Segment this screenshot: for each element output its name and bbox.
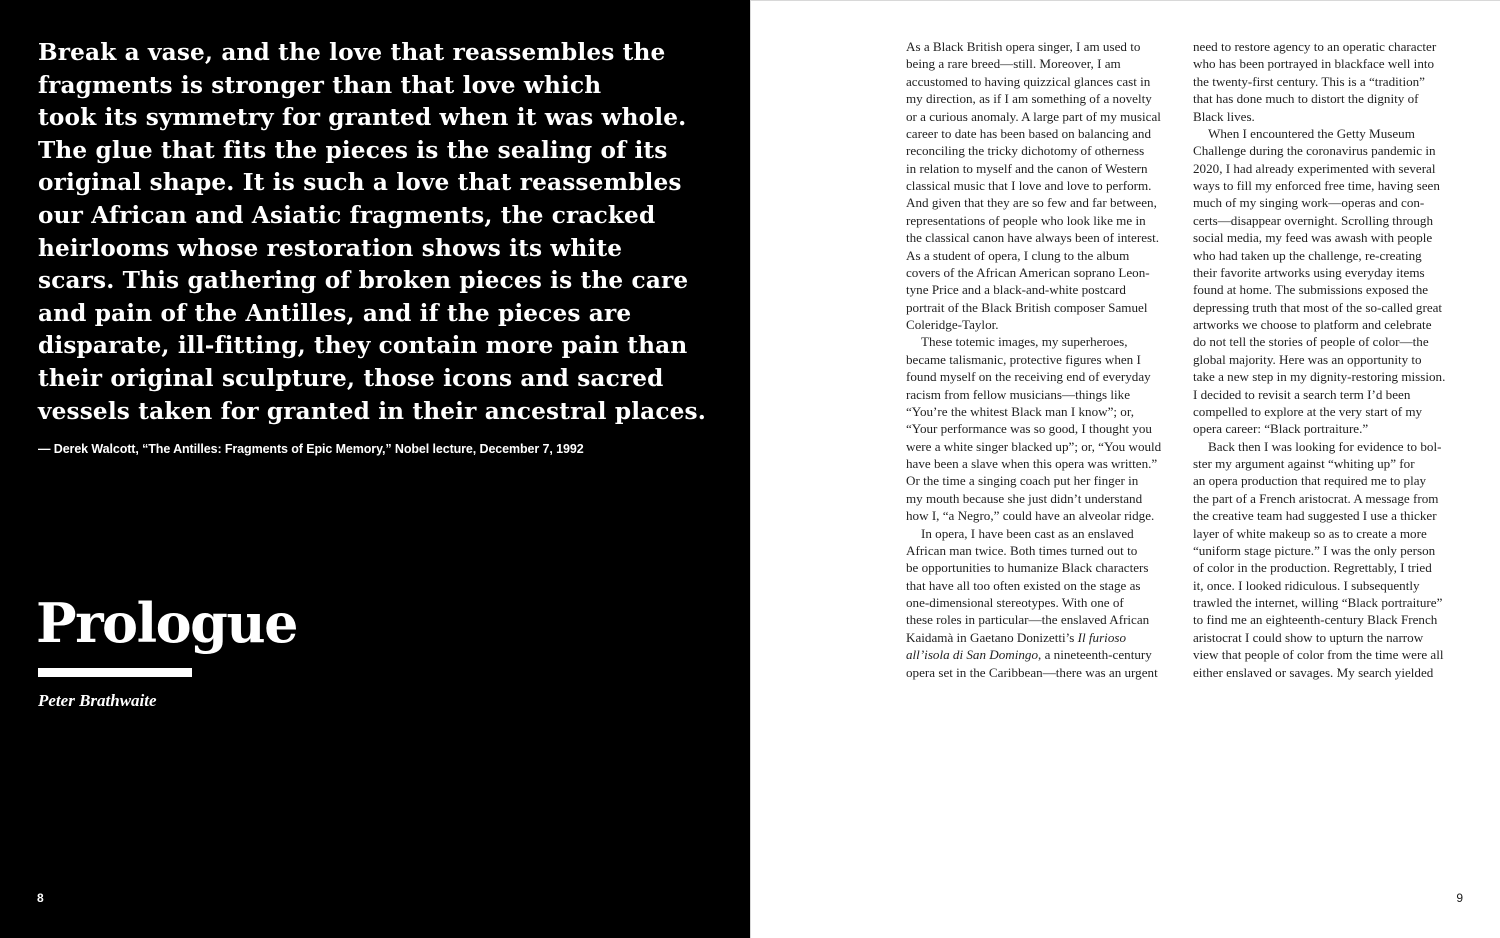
body-line — [906, 629, 1181, 646]
body-line: being a rare breed—still. Moreover, I am — [906, 56, 1121, 72]
page-number-left: 8 — [37, 891, 44, 905]
body-line: in relation to myself and the canon of Western — [906, 160, 1148, 176]
body-line: take a new step in my dignity-restoring mission. — [1193, 369, 1446, 385]
epigraph-line: fragments is stronger than that love which — [38, 71, 602, 99]
body-line: opera set in the Caribbean—there was an urgent — [906, 664, 1158, 680]
body-line: the creative team had suggested I use a thicker — [1193, 508, 1437, 524]
body-text: Kaidamà in Gaetano Donizetti’s — [906, 629, 1078, 645]
epigraph-line: vessels taken for granted in their ancestral places. — [38, 397, 706, 425]
body-line: it, once. I looked ridiculous. I subsequently — [1193, 577, 1420, 593]
body-line: Coleridge-Taylor. — [906, 317, 999, 332]
body-line: the part of a French aristocrat. A message from — [1193, 490, 1439, 506]
body-line: global majority. Here was an opportunity to — [1193, 351, 1422, 367]
body-line: And given that they are so few and far between, — [906, 195, 1157, 211]
epigraph-line: Break a vase, and the love that reassembles the — [38, 39, 666, 66]
chapter-author: Peter Brathwaite — [38, 691, 157, 710]
epigraph-line: disparate, ill-fitting, they contain more pain than — [38, 332, 688, 360]
epigraph-line: The glue that fits the pieces is the sealing of its — [38, 136, 668, 164]
body-line: compelled to explore at the very start of my — [1193, 403, 1423, 419]
text-column-1 — [906, 38, 1181, 681]
body-line: “You’re the whitest Black man I know”; or, — [906, 403, 1134, 419]
body-line: or a curious anomaly. A large part of my musical — [906, 108, 1161, 124]
body-line: 2020, I had already experimented with several — [1193, 160, 1436, 176]
body-line: my mouth because she just didn’t understand — [906, 490, 1143, 506]
body-line: “Your performance was so good, I thought you — [906, 421, 1152, 437]
epigraph-line: heirlooms whose restoration shows its white — [38, 234, 623, 262]
body-text: , a nineteenth-century — [1038, 647, 1152, 663]
body-line: ster my argument against “whiting up” for — [1193, 456, 1415, 471]
body-line: my direction, as if I am something of a novelty — [906, 91, 1152, 107]
body-line: how I, “a Negro,” could have an alveolar ridge. — [906, 508, 1155, 524]
body-line: do not tell the stories of people of color—the — [1193, 334, 1429, 350]
body-line: tyne Price and a black-and-white postcard — [906, 282, 1126, 298]
body-line: that has done much to distort the dignity of — [1193, 91, 1419, 107]
body-line: These totemic images, my superheroes, — [921, 334, 1128, 350]
body-line: When I encountered the Getty Museum — [1208, 125, 1415, 141]
body-line: ways to fill my enforced free time, having seen — [1193, 178, 1440, 193]
body-line: trawled the internet, willing “Black portraiture” — [1193, 595, 1443, 610]
body-line: one-dimensional stereotypes. With one of — [906, 595, 1124, 610]
body-line: classical music that I love and love to perform. — [906, 178, 1152, 193]
body-line: reconciling the tricky dichotomy of otherness — [906, 143, 1145, 159]
body-line: need to restore agency to an operatic character — [1193, 39, 1437, 54]
body-line: covers of the African American soprano Leon- — [906, 264, 1150, 280]
body-line: these roles in particular—the enslaved African — [906, 612, 1150, 628]
opera-title-italic: all’isola di San Domingo — [906, 647, 1039, 663]
body-line: of color in the production. Regrettably, I tried — [1193, 560, 1432, 576]
body-line: Black lives. — [1193, 108, 1255, 124]
text-column-2 — [1193, 38, 1468, 681]
body-line: who had taken up the challenge, re-creating — [1193, 247, 1422, 263]
body-line: representations of people who look like me in — [906, 212, 1146, 228]
chapter-title: Prologue — [36, 591, 297, 655]
body-line: found at home. The submissions exposed the — [1193, 282, 1429, 298]
body-line — [906, 646, 1181, 663]
body-line: As a student of opera, I clung to the album — [906, 247, 1130, 263]
body-line: became talismanic, protective figures when I — [906, 351, 1141, 367]
body-line: either enslaved or savages. My search yielded — [1193, 664, 1434, 680]
body-line: In opera, I have been cast as an enslaved — [921, 525, 1134, 541]
body-line: to find me an eighteenth-century Black French — [1193, 612, 1438, 628]
body-line: much of my singing work—operas and con- — [1193, 195, 1425, 211]
body-line: were a white singer blacked up”; or, “You would — [906, 438, 1162, 454]
epigraph-line: our African and Asiatic fragments, the cracked — [38, 201, 656, 229]
body-line: As a Black British opera singer, I am used to — [906, 39, 1141, 54]
body-line: be opportunities to humanize Black characters — [906, 560, 1149, 576]
opera-title-italic: Il furioso — [1077, 629, 1127, 645]
page-number-right: 9 — [1456, 891, 1463, 905]
right-page — [750, 0, 1500, 938]
body-line: Or the time a singing coach put her finger in — [906, 473, 1139, 489]
epigraph-line: took its symmetry for granted when it was whole. — [38, 104, 687, 132]
body-line: career to date has been based on balancing and — [906, 125, 1152, 141]
epigraph-line: and pain of the Antilles, and if the pieces are — [38, 299, 632, 327]
body-line: an opera production that required me to play — [1193, 473, 1427, 489]
epigraph-line: original shape. It is such a love that reassembles — [38, 169, 682, 197]
epigraph-attribution: — Derek Walcott, “The Antilles: Fragments of Epic Memory,” Nobel lecture, December 7, 1992 — [38, 442, 584, 456]
body-line: that have all too often existed on the stage as — [906, 577, 1141, 593]
body-line: layer of white makeup so as to create a more — [1193, 525, 1427, 541]
body-line: found myself on the receiving end of everyday — [906, 369, 1151, 385]
body-line: accustomed to having quizzical glances cast in — [906, 73, 1151, 89]
body-line: Challenge during the coronavirus pandemic in — [1193, 143, 1436, 159]
body-line: the classical canon have always been of interest. — [906, 230, 1160, 246]
body-line: certs—disappear overnight. Scrolling through — [1193, 212, 1433, 228]
body-line: African man twice. Both times turned out to — [906, 542, 1138, 558]
body-line: artworks we choose to platform and celebrate — [1193, 317, 1432, 332]
body-line: social media, my feed was awash with people — [1193, 230, 1433, 246]
epigraph-line: scars. This gathering of broken pieces is the care — [38, 267, 689, 295]
body-line: opera career: “Black portraiture.” — [1193, 421, 1369, 437]
body-line: their favorite artworks using everyday items — [1193, 264, 1425, 280]
body-line: “uniform stage picture.” I was the only person — [1193, 542, 1436, 558]
body-line: racism from fellow musicians—things like — [906, 386, 1131, 402]
body-line: who has been portrayed in blackface well into — [1193, 56, 1435, 72]
epigraph-line: their original sculpture, those icons and sacred — [38, 364, 664, 392]
body-line: I decided to revisit a search term I’d been — [1193, 386, 1411, 402]
body-line: aristocrat I could show to upturn the narrow — [1193, 629, 1424, 645]
body-line: depressing truth that most of the so-called great — [1193, 299, 1443, 315]
body-line: have been a slave when this opera was written.” — [906, 456, 1158, 471]
body-line: the twenty-first century. This is a “tradition” — [1193, 73, 1425, 89]
body-line: Back then I was looking for evidence to bol- — [1208, 438, 1442, 454]
title-underline-rule — [38, 668, 192, 677]
body-line: view that people of color from the time were all — [1193, 647, 1444, 663]
epigraph-quote — [38, 37, 710, 428]
body-line: portrait of the Black British composer Samuel — [906, 299, 1148, 315]
